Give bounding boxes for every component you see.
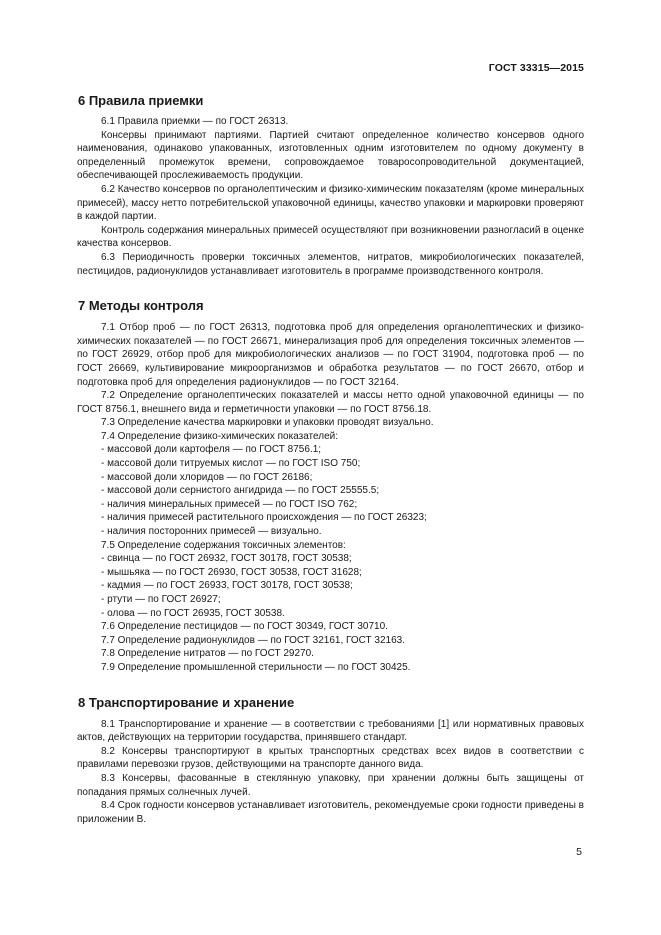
paragraph: 7.9 Определение промышленной стерильности — по ГОСТ 30425. <box>101 661 411 673</box>
paragraph: 7.4 Определение физико-химических показателей: <box>101 430 339 442</box>
section-transport-storage <box>77 694 584 827</box>
paragraph: 6.3 Периодичность проверки токсичных элементов, нитратов, микробиологических показателей, пестицидов, радионуклидов устанавливает изготовитель в программе производственного контроля. <box>77 251 584 277</box>
section-heading: 7 Методы контроля <box>78 298 204 314</box>
paragraph: - кадмия — по ГОСТ 26933, ГОСТ 30178, ГОСТ 30538; <box>101 580 353 592</box>
paragraph: 6.1 Правила приемки — по ГОСТ 26313. <box>101 116 289 127</box>
section-heading: 6 Правила приемки <box>78 93 204 108</box>
paragraph: - олова — по ГОСТ 26935, ГОСТ 30538. <box>101 607 285 619</box>
paragraph: - мышьяка — по ГОСТ 26930, ГОСТ 30538, ГОСТ 31628; <box>101 566 362 578</box>
section-acceptance-rules <box>77 92 584 278</box>
paragraph: - наличия посторонних примесей — визуально. <box>101 526 322 538</box>
paragraph: 7.3 Определение качества маркировки и упаковки проводят визуально. <box>101 417 434 429</box>
paragraph: 8.2 Консервы транспортируют в крытых транспортных средствах всех видов в соответствии с правилами перевозки грузов, действующими на транспорте данного вида. <box>77 745 584 771</box>
paragraph: - наличия минеральных примесей — по ГОСТ ISO 762; <box>101 498 358 510</box>
paragraph: 6.2 Качество консервов по органолептическим и физико-химическим показателям (кроме минеральных примесей), массу нетто потребительской упаковочной единицы, качество упаковки и маркировки проверяют в каждой партии. <box>77 183 584 223</box>
section-heading: 8 Транспортирование и хранение <box>78 694 295 710</box>
document-code: ГОСТ 33315—2015 <box>488 62 584 74</box>
paragraph: 7.7 Определение радионуклидов — по ГОСТ 32161, ГОСТ 32163. <box>101 634 406 646</box>
page-number: 5 <box>576 846 582 858</box>
paragraph: - свинца — по ГОСТ 26932, ГОСТ 30178, ГОСТ 30538; <box>101 553 352 565</box>
paragraph: Консервы принимают партиями. Партией считают определенное количество консервов одного наименования, одинаково упакованных, изготовленных одним изготовителем по одному документу в определенный промежуток времени, сопровождаемое товаросопроводительной документацией, обеспечивающей прослеживаемость продукции. <box>77 129 584 182</box>
document-body <box>77 90 584 826</box>
paragraph: - массовой доли сернистого ангидрида — по ГОСТ 25555.5; <box>101 485 380 497</box>
paragraph: - наличия примесей растительного происхождения — по ГОСТ 26323; <box>101 512 427 524</box>
paragraph: - массовой доли картофеля — по ГОСТ 8756.1; <box>101 444 322 456</box>
paragraph: 7.5 Определение содержания токсичных элементов: <box>101 539 346 551</box>
paragraph: 7.8 Определение нитратов — по ГОСТ 29270. <box>101 648 314 660</box>
paragraph: 7.1 Отбор проб — по ГОСТ 26313, подготовка проб для определения органолептических и физико-химических показателей — по ГОСТ 26671, минерализация проб для определения токсичных элементов — по ГОСТ 26929, отбор проб для микробиологических анализов — по ГОСТ 31904, подготовка проб — по ГОСТ 26669, культивирование микроорганизмов и обработка результатов — по ГОСТ 26670, отбор и подготовка проб для определения радионуклидов — по ГОСТ 32164. <box>77 322 584 388</box>
paragraph: - массовой доли титруемых кислот — по ГОСТ ISO 750; <box>101 458 361 470</box>
paragraph: 8.1 Транспортирование и хранение — в соответствии с требованиями [1] или нормативных правовых актов, действующих на территории государства, принявшего стандарт. <box>77 718 584 744</box>
paragraph: Контроль содержания минеральных примесей осуществляют при возникновении разногласий в оценке качества консервов. <box>77 224 584 250</box>
paragraph: 8.4 Срок годности консервов устанавливает изготовитель, рекомендуемые сроки годности приведены в приложении В. <box>77 800 584 825</box>
paragraph: 8.3 Консервы, фасованные в стеклянную упаковку, при хранении должны быть защищены от попадания прямых солнечных лучей. <box>77 772 584 798</box>
paragraph: - ртути — по ГОСТ 26927; <box>101 594 221 605</box>
paragraph: - массовой доли хлоридов — по ГОСТ 26186; <box>101 471 313 483</box>
paragraph: 7.6 Определение пестицидов — по ГОСТ 30349, ГОСТ 30710. <box>101 621 388 633</box>
section-control-methods <box>77 297 584 674</box>
paragraph: 7.2 Определение органолептических показателей и массы нетто одной упаковочной единицы — по ГОСТ 8756.1, внешнего вида и герметичности упаковки — по ГОСТ 8756.18. <box>77 390 584 415</box>
